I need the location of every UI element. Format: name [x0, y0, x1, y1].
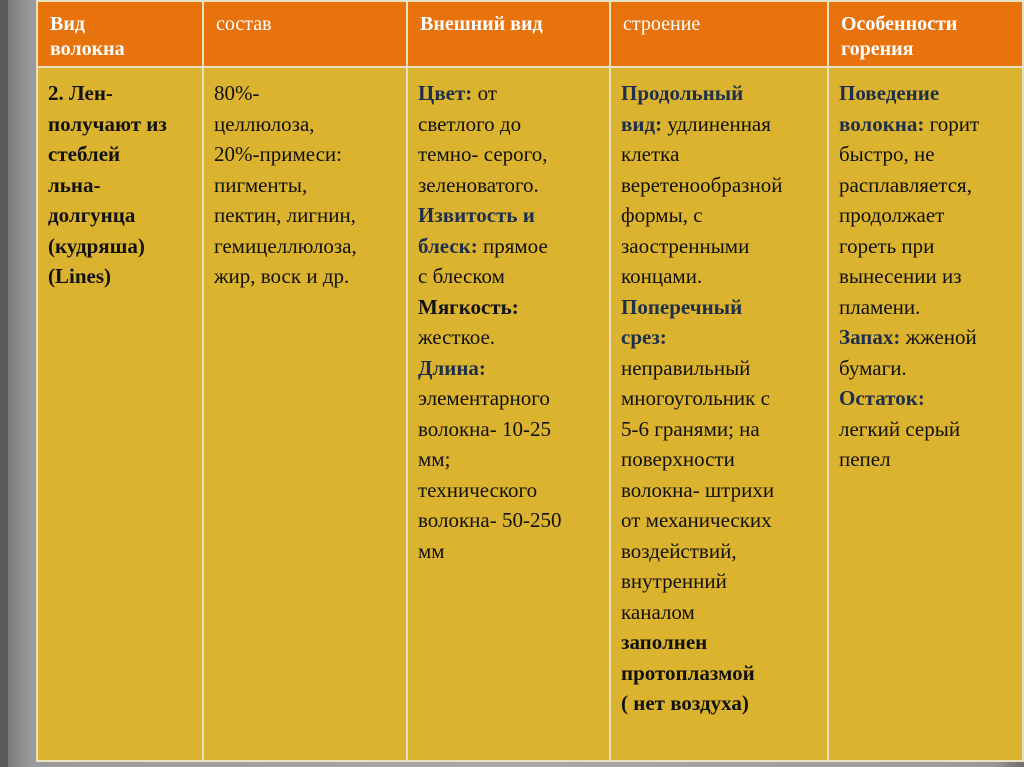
composition-line: пектин, лигнин, — [214, 203, 356, 227]
structure-line: от механических — [621, 508, 772, 532]
header-row — [37, 1, 1023, 67]
cell-structure — [610, 67, 828, 761]
composition-line: целлюлоза, — [214, 111, 315, 136]
color-label: Цвет: — [418, 81, 473, 105]
header-fiber-type-line1: Вид — [50, 13, 85, 35]
longitudinal-label: Продольный — [621, 81, 744, 105]
appearance-text: прямое — [477, 233, 548, 258]
structure-line: каналом — [621, 599, 695, 624]
structure-line: заостренными — [621, 233, 750, 258]
structure-line: волокна- штрихи — [621, 477, 775, 502]
structure-bold-line: ( нет воздуха) — [621, 691, 749, 715]
appearance-line: темно- серого, — [418, 142, 548, 166]
fiber-line: стеблей — [48, 142, 121, 166]
burning-text: горит — [924, 111, 980, 136]
luster-label-cont: блеск: — [418, 233, 478, 258]
structure-line: концами. — [621, 264, 703, 288]
appearance-line: технического — [418, 477, 538, 502]
cross-section-label: Поперечный — [621, 294, 743, 319]
header-composition-label: состав — [216, 13, 272, 35]
header-fiber-type — [37, 1, 203, 67]
luster-label: Извитость и — [418, 203, 535, 227]
appearance-line: мм; — [418, 447, 451, 471]
appearance-line: волокна- 50-250 — [418, 508, 562, 532]
cell-composition — [203, 67, 407, 761]
appearance-line — [418, 231, 603, 262]
appearance-line: зеленоватого. — [418, 172, 539, 197]
burning-line: вынесении из — [839, 264, 962, 288]
cell-fiber-name — [37, 67, 203, 761]
structure-bold-line: протоплазмой — [621, 660, 755, 685]
header-appearance — [407, 1, 610, 67]
slide-left-edge — [0, 0, 8, 767]
appearance-line: мм — [418, 538, 445, 563]
structure-line: многоугольник с — [621, 386, 770, 410]
header-burning-line2: горения — [841, 38, 914, 60]
structure-line: поверхности — [621, 447, 735, 471]
appearance-line: жесткое. — [418, 325, 496, 349]
structure-bold-line: заполнен — [621, 630, 708, 654]
cell-burning — [828, 67, 1023, 761]
burning-line — [839, 322, 1016, 353]
behavior-label-cont: волокна: — [839, 111, 925, 136]
appearance-line: с блеском — [418, 264, 505, 288]
header-burning-line1: Особенности — [841, 13, 958, 35]
structure-line — [621, 109, 821, 140]
longitudinal-label-cont: вид: — [621, 111, 663, 136]
fiber-line: (кудряша) — [48, 233, 145, 258]
structure-text: удлиненная — [662, 111, 771, 136]
composition-line: гемицеллюлоза, — [214, 233, 357, 258]
structure-line: формы, с — [621, 203, 703, 227]
behavior-label: Поведение — [839, 81, 940, 105]
structure-line: клетка — [621, 142, 680, 166]
appearance-line — [418, 78, 603, 109]
residue-label: Остаток: — [839, 386, 925, 410]
composition-line: 80%- — [214, 81, 260, 105]
structure-line: веретенообразной — [621, 172, 783, 197]
smell-label: Запах: — [839, 325, 901, 349]
structure-line: воздействий, — [621, 538, 737, 563]
burning-line: пепел — [839, 447, 891, 471]
fiber-table-container — [36, 0, 1022, 762]
header-structure-label: строение — [623, 13, 701, 35]
burning-line: бумаги. — [839, 355, 907, 380]
structure-line: неправильный — [621, 355, 751, 380]
burning-line — [839, 109, 1016, 140]
cross-section-label-cont: срез: — [621, 325, 667, 349]
header-structure — [610, 1, 828, 67]
appearance-line: элементарного — [418, 386, 550, 410]
fiber-line: (Lines) — [48, 264, 111, 288]
fiber-line: получают из — [48, 111, 167, 136]
fiber-properties-table — [36, 0, 1024, 762]
appearance-text: от — [472, 81, 497, 105]
burning-line: расплавляется, — [839, 172, 972, 197]
fiber-line: долгунца — [48, 203, 136, 227]
header-fiber-type-line2: волокна — [50, 38, 125, 60]
composition-line: жир, воск и др. — [214, 264, 350, 288]
burning-line: гореть при — [839, 233, 935, 258]
composition-line: пигменты, — [214, 172, 308, 197]
structure-line: внутренний — [621, 569, 727, 593]
burning-line: быстро, не — [839, 142, 935, 166]
composition-line: 20%-примеси: — [214, 142, 342, 166]
burning-line: пламени. — [839, 294, 921, 319]
table-row — [37, 67, 1023, 761]
length-label: Длина: — [418, 355, 486, 380]
appearance-line: светлого до — [418, 111, 522, 136]
burning-line: продолжает — [839, 203, 945, 227]
fiber-line: льна- — [48, 172, 101, 197]
softness-label: Мягкость: — [418, 294, 519, 319]
structure-line: 5-6 гранями; на — [621, 416, 760, 441]
burning-text: жженой — [900, 325, 977, 349]
header-burning — [828, 1, 1023, 67]
header-composition — [203, 1, 407, 67]
burning-line: легкий серый — [839, 416, 961, 441]
appearance-line: волокна- 10-25 — [418, 416, 551, 441]
fiber-line: 2. Лен- — [48, 81, 113, 105]
cell-appearance — [407, 67, 610, 761]
header-appearance-label: Внешний вид — [420, 13, 543, 35]
